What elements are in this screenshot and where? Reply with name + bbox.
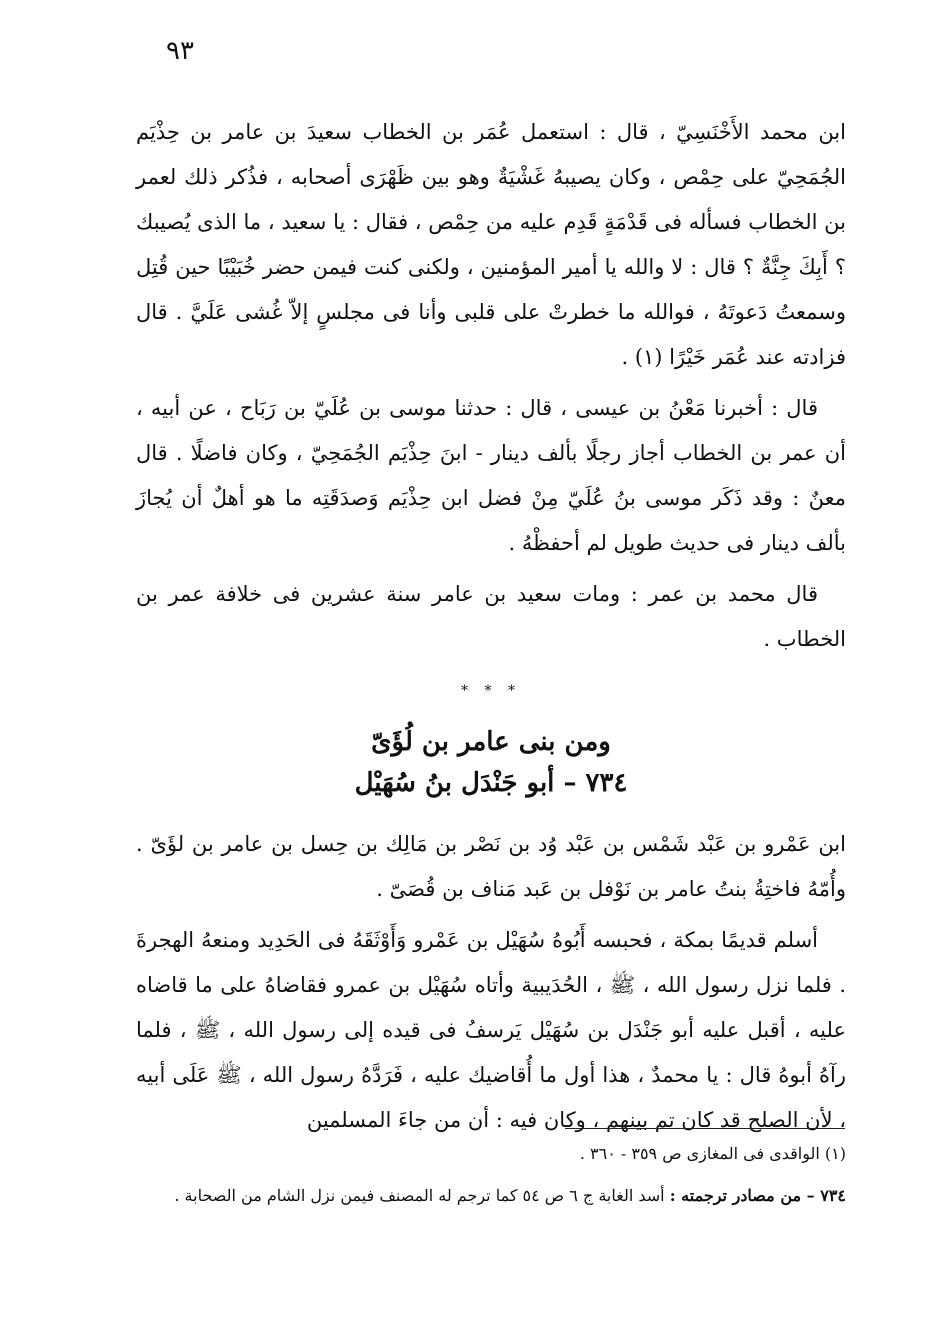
paragraph-mahn-report: قال : أخبرنا مَعْنُ بن عيسى ، قال : حدثنا موسى بن عُلَيّ بن رَبَاح ، عن أبيه ، أن عمر بن الخطاب أجاز رجلًا بألف دينار - ابنَ حِذْيَم الجُمَحِيّ ، وكان فاضلًا . قال معنٌ : وقد ذَكَر موسى بنُ عُلَيّ مِنْ فضل ابن حِذْيَم وَصدَقَتِه ما هو أهلٌ أن يُجازَ بألف دينار فى حديث طويل لم أحفظْهُ .	[136, 396, 846, 555]
entry-heading: ٧٣٤ – أبو جَنْدَل بنُ سُهَيْل	[354, 768, 628, 798]
paragraph-death-note: قال محمد بن عمر : ومات سعيد بن عامر سنة عشرين فى خلافة عمر بن الخطاب .	[136, 582, 846, 651]
footnote-divider	[565, 1128, 845, 1129]
section-heading: ومن بنى عامر بن لُؤَىّ	[371, 727, 611, 757]
page-number: ٩٣	[166, 36, 194, 66]
paragraph-lineage: ابن عَمْرو بن عَبْد شَمْس بن عَبْد وُد بن نَصْر بن مَالِك بن حِسل بن عامر بن لؤَىّ . وأُمّهُ فاختِةُ بنتُ عامر بن نَوْفل بن عَبد مَناف بن قُصَىّ .	[136, 832, 846, 901]
main-text	[136, 110, 846, 1143]
footnote-2	[136, 1179, 846, 1213]
footnotes	[136, 1137, 846, 1213]
footnote-2-text: أسد الغابة ج ٦ ص ٥٤ كما ترجم له المصنف فيمن نزل الشام من الصحابة .	[174, 1186, 670, 1205]
footnote-2-label: ٧٣٤ – من مصادر ترجمته :	[669, 1186, 846, 1205]
paragraph-continuation: ابن محمد الأَخْنَسِيّ ، قال : استعمل عُمَر بن الخطاب سعيدَ بن عامر بن حِذْيَم الجُمَحِيّ على حِمْص ، وكان يصيبهُ غَشْيَةٌ وهو بين ظَهْرَى أصحابه ، فذُكر ذلك لعمر بن الخطاب فسأله فى قَدْمَةٍ قَدِم عليه من حِمْص ، فقال : يا سعيد ، ما الذى يُصيبك ؟ أَبِكَ جِنَّةٌ ؟ قال : لا والله يا أمير المؤمنين ، ولكنى كنت فيمن حضر خُبَيْبًا حين قُتِل وسمعتُ دَعوتَهُ ، فوالله ما خطرتْ على قلبى وأنا فى مجلسٍ إلاّ غُشى عَلَيَّ . قال فزادته عند عُمَر خَيْرًا (١) .	[136, 120, 846, 369]
paragraph-biography: أسلم قديمًا بمكة ، فحبسه أَبُوهُ سُهَيْل بن عَمْرو وَأَوْثَقَهُ فى الحَدِيد ومنعهُ الهجرةَ . فلما نزل رسول الله ، ﷺ ، الحُدَيبية وأتاه سُهَيْل بن عمرو فقاضاهُ على ما قاضاه عليه ، أقبل عليه أبو جَنْدَل بن سُهَيْل يَرسفُ فى قيده إلى رسول الله ، ﷺ ، فلما رآهُ أبوهُ قال : يا محمدٌ ، هذا أول ما أُقاضيك عليه ، فَرَدَّهُ رسول الله ، ﷺ عَلَى أبيه ، لأن الصلح قد كان تم بينهم ، وكان فيه : أن من جاءَ المسلمين	[136, 928, 846, 1132]
section-separator: * * *	[461, 683, 521, 699]
footnote-1: (١) الواقدى فى المغازى ص ٣٥٩ - ٣٦٠ .	[579, 1144, 846, 1163]
